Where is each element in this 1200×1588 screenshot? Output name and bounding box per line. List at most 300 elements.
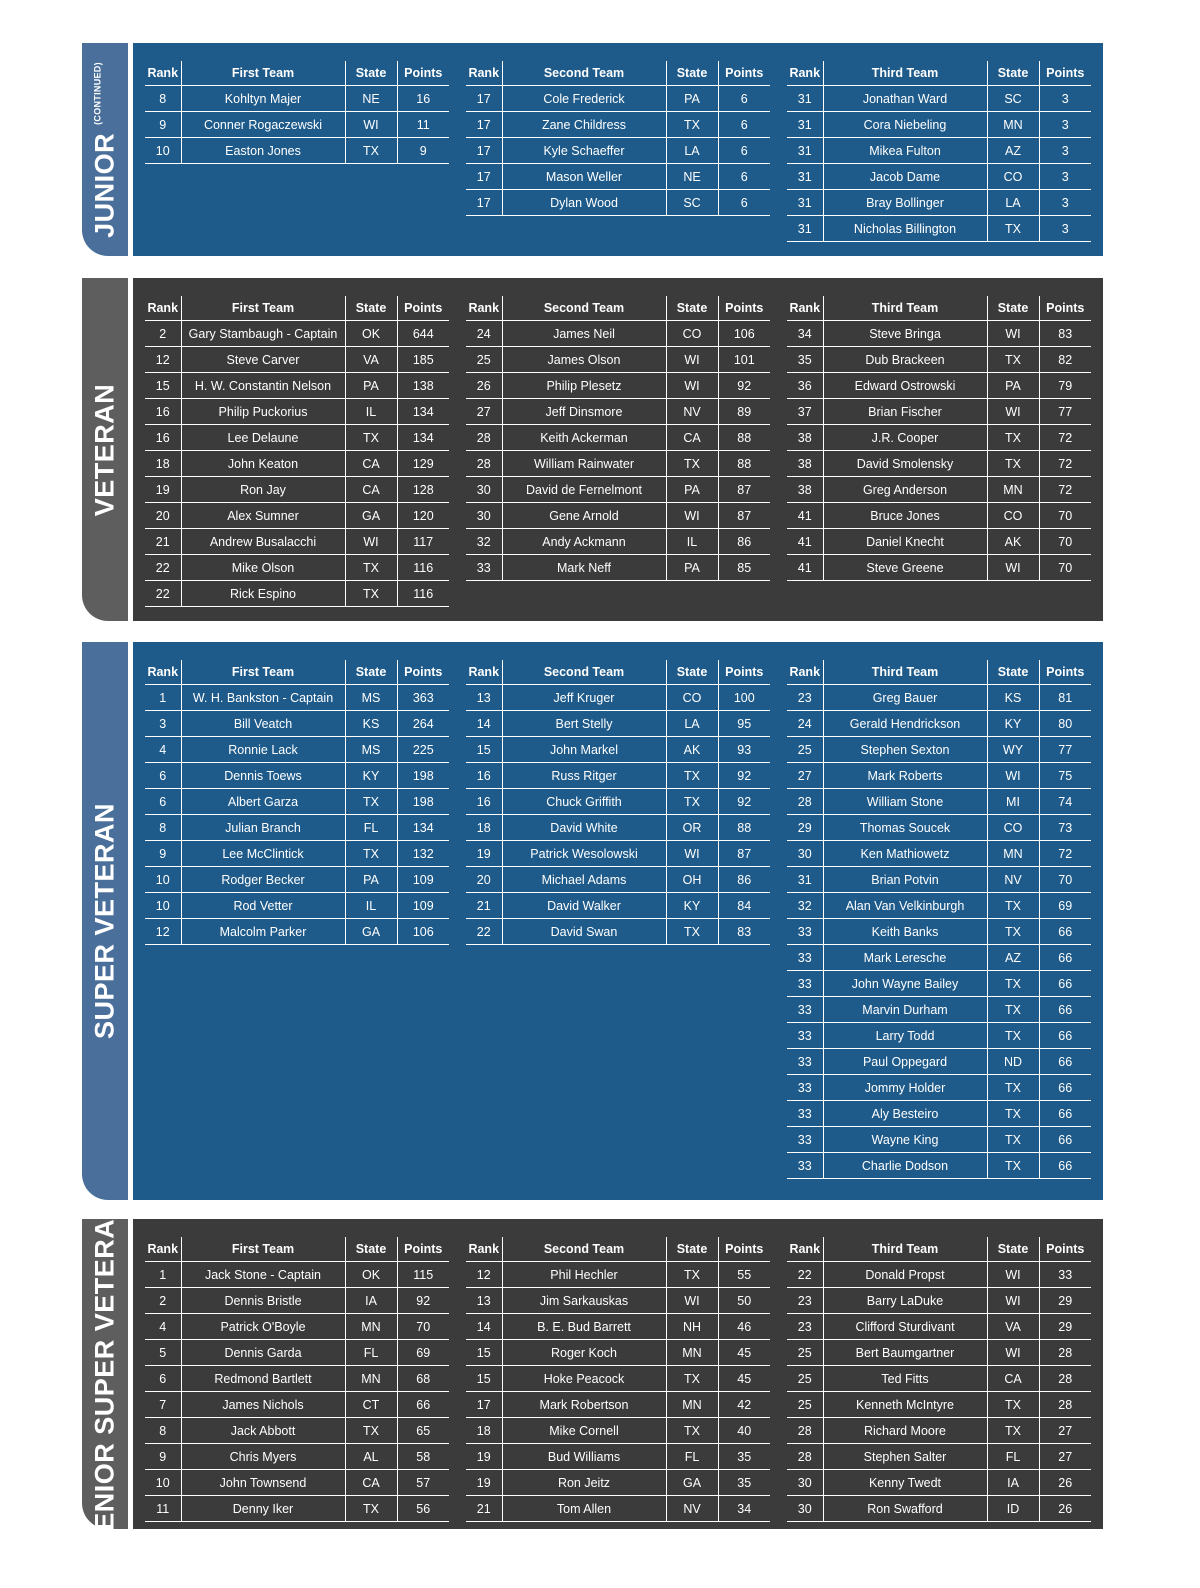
state-cell: TX [666,1262,718,1288]
rank-cell: 8 [145,1418,181,1444]
state-header: State [666,296,718,321]
points-cell: 116 [397,581,449,607]
name-cell: Mikea Fulton [823,138,987,164]
rank-cell: 28 [787,1444,823,1470]
state-cell: WI [987,763,1039,789]
third-team-table [787,660,1091,1179]
state-header: State [345,296,397,321]
table-row [145,737,449,763]
table-row [466,164,770,190]
rank-cell: 38 [787,477,823,503]
table-row [787,1153,1091,1179]
points-cell: 138 [397,373,449,399]
state-cell: FL [987,1444,1039,1470]
name-cell: Hoke Peacock [502,1366,666,1392]
points-cell: 72 [1039,477,1091,503]
table-row [145,555,449,581]
state-cell: FL [345,815,397,841]
name-cell: Kenneth McIntyre [823,1392,987,1418]
team-header: First Team [181,1237,345,1262]
rank-cell: 1 [145,1262,181,1288]
name-cell: Brian Potvin [823,867,987,893]
state-cell: TX [987,997,1039,1023]
table-row [145,373,449,399]
table-row [466,477,770,503]
points-cell: 101 [718,347,770,373]
table-row [787,1023,1091,1049]
name-cell: Rick Espino [181,581,345,607]
points-header: Points [397,660,449,685]
state-cell: TX [666,763,718,789]
table-row [787,86,1091,112]
state-cell: NH [666,1314,718,1340]
table-row [145,425,449,451]
state-cell: CA [666,425,718,451]
points-cell: 35 [718,1444,770,1470]
rank-cell: 25 [787,1366,823,1392]
state-cell: TX [666,789,718,815]
points-cell: 264 [397,711,449,737]
rank-cell: 10 [145,1470,181,1496]
state-cell: MI [987,789,1039,815]
table-row [145,1366,449,1392]
name-cell: Alan Van Velkinburgh [823,893,987,919]
name-cell: David Swan [502,919,666,945]
rank-cell: 16 [466,789,502,815]
section-panel [133,278,1103,621]
points-cell: 134 [397,399,449,425]
points-cell: 28 [1039,1392,1091,1418]
table-row [787,1366,1091,1392]
name-cell: Lee Delaune [181,425,345,451]
points-header: Points [1039,61,1091,86]
name-cell: Mike Cornell [502,1418,666,1444]
points-cell: 70 [1039,503,1091,529]
name-cell: Bruce Jones [823,503,987,529]
table-row [145,451,449,477]
team-header: First Team [181,296,345,321]
rank-cell: 6 [145,763,181,789]
state-cell: LA [987,190,1039,216]
points-header: Points [718,660,770,685]
points-cell: 27 [1039,1418,1091,1444]
points-cell: 106 [397,919,449,945]
points-cell: 198 [397,763,449,789]
name-cell: Rodger Becker [181,867,345,893]
rank-cell: 4 [145,1314,181,1340]
name-cell: William Rainwater [502,451,666,477]
rank-cell: 41 [787,555,823,581]
rank-cell: 8 [145,815,181,841]
state-cell: AZ [987,945,1039,971]
state-header: State [666,1237,718,1262]
table-row [787,399,1091,425]
table-row [787,1262,1091,1288]
state-cell: TX [987,347,1039,373]
table-row [787,1075,1091,1101]
state-header: State [345,660,397,685]
state-cell: TX [345,841,397,867]
table-row [787,919,1091,945]
name-cell: John Markel [502,737,666,763]
state-cell: OR [666,815,718,841]
state-cell: CO [666,321,718,347]
state-cell: TX [987,1418,1039,1444]
name-cell: Ted Fitts [823,1366,987,1392]
table-row [145,321,449,347]
name-cell: Alex Sumner [181,503,345,529]
points-cell: 6 [718,112,770,138]
rank-cell: 12 [145,347,181,373]
table-row [787,529,1091,555]
rank-cell: 32 [466,529,502,555]
rank-cell: 8 [145,86,181,112]
points-cell: 88 [718,425,770,451]
rank-cell: 17 [466,86,502,112]
table-row [787,477,1091,503]
state-header: State [345,61,397,86]
rank-cell: 6 [145,789,181,815]
points-cell: 6 [718,138,770,164]
rank-cell: 31 [787,867,823,893]
state-cell: NV [666,399,718,425]
table-row [787,1340,1091,1366]
points-cell: 50 [718,1288,770,1314]
rank-cell: 41 [787,529,823,555]
table-row [145,581,449,607]
name-cell: Lee McClintick [181,841,345,867]
points-cell: 16 [397,86,449,112]
points-cell: 363 [397,685,449,711]
team-header: Second Team [502,1237,666,1262]
table-header-row [145,61,449,86]
points-cell: 185 [397,347,449,373]
table-row [787,555,1091,581]
second-team-table [466,296,770,581]
rank-cell: 9 [145,841,181,867]
points-cell: 86 [718,867,770,893]
table-header-row [145,660,449,685]
table-row [466,737,770,763]
table-header-row [787,296,1091,321]
rank-cell: 24 [787,711,823,737]
name-cell: Edward Ostrowski [823,373,987,399]
name-cell: John Wayne Bailey [823,971,987,997]
table-row [466,1262,770,1288]
rank-header: Rank [466,61,502,86]
name-cell: Thomas Soucek [823,815,987,841]
rank-cell: 15 [466,1340,502,1366]
rank-cell: 33 [787,1023,823,1049]
state-cell: GA [666,1470,718,1496]
section-title: SUPER VETERAN [89,802,120,1040]
name-cell: Andrew Busalacchi [181,529,345,555]
state-header: State [345,1237,397,1262]
state-cell: TX [666,1366,718,1392]
rank-cell: 33 [787,1127,823,1153]
name-cell: Dub Brackeen [823,347,987,373]
points-cell: 70 [1039,555,1091,581]
name-cell: Cora Niebeling [823,112,987,138]
name-cell: Julian Branch [181,815,345,841]
state-cell: OH [666,867,718,893]
rank-cell: 10 [145,893,181,919]
points-cell: 106 [718,321,770,347]
points-cell: 28 [1039,1340,1091,1366]
name-cell: Michael Adams [502,867,666,893]
table-row [466,347,770,373]
rank-cell: 9 [145,1444,181,1470]
rank-cell: 30 [466,477,502,503]
name-cell: Keith Ackerman [502,425,666,451]
points-header: Points [1039,296,1091,321]
table-row [787,1288,1091,1314]
table-row [466,815,770,841]
points-cell: 66 [1039,945,1091,971]
table-header-row [787,660,1091,685]
state-cell: CA [345,451,397,477]
points-cell: 644 [397,321,449,347]
name-cell: Ken Mathiowetz [823,841,987,867]
first-team-table [145,1237,449,1522]
state-cell: PA [666,555,718,581]
table-header-row [466,660,770,685]
points-cell: 66 [1039,1153,1091,1179]
points-cell: 72 [1039,451,1091,477]
table-row [466,112,770,138]
rank-header: Rank [145,296,181,321]
points-cell: 81 [1039,685,1091,711]
rank-cell: 38 [787,425,823,451]
name-cell: Dennis Bristle [181,1288,345,1314]
rank-cell: 4 [145,737,181,763]
rank-cell: 25 [466,347,502,373]
rank-cell: 15 [466,1366,502,1392]
name-cell: David Smolensky [823,451,987,477]
state-cell: MN [345,1366,397,1392]
table-row [466,789,770,815]
points-header: Points [718,1237,770,1262]
name-cell: Jack Abbott [181,1418,345,1444]
points-cell: 55 [718,1262,770,1288]
points-cell: 66 [1039,971,1091,997]
table-row [466,1418,770,1444]
points-cell: 109 [397,867,449,893]
points-cell: 87 [718,477,770,503]
rank-cell: 22 [466,919,502,945]
name-cell: Kohltyn Majer [181,86,345,112]
name-cell: Marvin Durham [823,997,987,1023]
state-cell: TX [666,1418,718,1444]
points-cell: 72 [1039,425,1091,451]
state-cell: MS [345,685,397,711]
state-cell: IA [987,1470,1039,1496]
name-cell: Jeff Dinsmore [502,399,666,425]
table-row [466,86,770,112]
rank-cell: 10 [145,138,181,164]
name-cell: James Neil [502,321,666,347]
rank-cell: 22 [145,581,181,607]
name-cell: Bill Veatch [181,711,345,737]
table-row [787,503,1091,529]
name-cell: Barry LaDuke [823,1288,987,1314]
name-cell: Roger Koch [502,1340,666,1366]
points-cell: 73 [1039,815,1091,841]
state-cell: MN [987,477,1039,503]
rank-cell: 13 [466,685,502,711]
state-cell: TX [666,919,718,945]
table-row [787,1444,1091,1470]
rank-cell: 16 [466,763,502,789]
points-cell: 132 [397,841,449,867]
rank-cell: 9 [145,112,181,138]
state-cell: FL [345,1340,397,1366]
table-row [145,1340,449,1366]
rank-cell: 33 [466,555,502,581]
rank-cell: 14 [466,711,502,737]
rank-cell: 7 [145,1392,181,1418]
section-tab [82,1198,128,1550]
team-header: First Team [181,61,345,86]
rank-header: Rank [787,61,823,86]
rank-cell: 28 [466,451,502,477]
rank-cell: 26 [466,373,502,399]
table-row [145,893,449,919]
rank-cell: 37 [787,399,823,425]
rank-cell: 21 [145,529,181,555]
table-row [787,1418,1091,1444]
table-row [787,216,1091,242]
state-cell: TX [666,112,718,138]
name-cell: Ron Swafford [823,1496,987,1522]
table-header-row [787,61,1091,86]
name-cell: Stephen Salter [823,1444,987,1470]
table-row [145,919,449,945]
table-row [145,138,449,164]
table-row [145,815,449,841]
table-row [145,1314,449,1340]
rank-cell: 17 [466,190,502,216]
rank-cell: 31 [787,164,823,190]
points-cell: 70 [1039,529,1091,555]
section-tab [82,43,128,256]
name-cell: H. W. Constantin Nelson [181,373,345,399]
table-row [787,347,1091,373]
state-cell: NE [345,86,397,112]
name-cell: Mark Leresche [823,945,987,971]
team-header: Third Team [823,1237,987,1262]
points-cell: 26 [1039,1496,1091,1522]
state-cell: CT [345,1392,397,1418]
rank-cell: 21 [466,893,502,919]
name-cell: Jacob Dame [823,164,987,190]
state-cell: AK [987,529,1039,555]
table-row [466,1444,770,1470]
points-cell: 85 [718,555,770,581]
state-cell: WI [987,1288,1039,1314]
table-header-row [145,296,449,321]
state-cell: OK [345,321,397,347]
table-row [466,1288,770,1314]
points-cell: 3 [1039,190,1091,216]
points-cell: 66 [397,1392,449,1418]
table-row [787,685,1091,711]
state-cell: NV [666,1496,718,1522]
table-row [466,451,770,477]
table-row [787,138,1091,164]
state-cell: TX [987,893,1039,919]
name-cell: Ron Jay [181,477,345,503]
name-cell: Paul Oppegard [823,1049,987,1075]
third-team-table [787,296,1091,581]
name-cell: Bert Stelly [502,711,666,737]
table-row [145,841,449,867]
name-cell: Redmond Bartlett [181,1366,345,1392]
state-cell: TX [345,581,397,607]
third-team-table [787,61,1091,242]
rank-cell: 17 [466,138,502,164]
points-cell: 86 [718,529,770,555]
table-row [787,815,1091,841]
points-header: Points [1039,660,1091,685]
state-cell: TX [987,1075,1039,1101]
rank-cell: 17 [466,112,502,138]
rank-header: Rank [145,1237,181,1262]
name-cell: Richard Moore [823,1418,987,1444]
rank-cell: 19 [466,1470,502,1496]
table-header-row [466,1237,770,1262]
state-cell: KY [666,893,718,919]
state-cell: WI [987,1262,1039,1288]
name-cell: Conner Rogaczewski [181,112,345,138]
name-cell: Clifford Sturdivant [823,1314,987,1340]
name-cell: W. H. Bankston - Captain [181,685,345,711]
state-cell: CA [345,1470,397,1496]
state-cell: TX [987,919,1039,945]
team-header: Second Team [502,61,666,86]
rank-cell: 15 [145,373,181,399]
name-cell: Bray Bollinger [823,190,987,216]
table-row [466,138,770,164]
state-cell: VA [987,1314,1039,1340]
rank-header: Rank [466,660,502,685]
table-row [787,112,1091,138]
rank-cell: 23 [787,1314,823,1340]
table-row [787,1127,1091,1153]
state-cell: MN [666,1392,718,1418]
state-cell: WI [987,321,1039,347]
rank-cell: 17 [466,1392,502,1418]
team-header: Second Team [502,660,666,685]
name-cell: Easton Jones [181,138,345,164]
name-cell: Kyle Schaeffer [502,138,666,164]
state-cell: MN [987,841,1039,867]
name-cell: Greg Bauer [823,685,987,711]
section-veteran [82,278,1103,621]
points-cell: 65 [397,1418,449,1444]
name-cell: David de Fernelmont [502,477,666,503]
state-cell: AK [666,737,718,763]
points-cell: 27 [1039,1444,1091,1470]
rank-cell: 35 [787,347,823,373]
state-cell: TX [345,425,397,451]
table-row [787,763,1091,789]
table-row [145,1444,449,1470]
section-title: VETERAN [89,383,120,516]
name-cell: Nicholas Billington [823,216,987,242]
table-header-row [145,1237,449,1262]
points-cell: 100 [718,685,770,711]
